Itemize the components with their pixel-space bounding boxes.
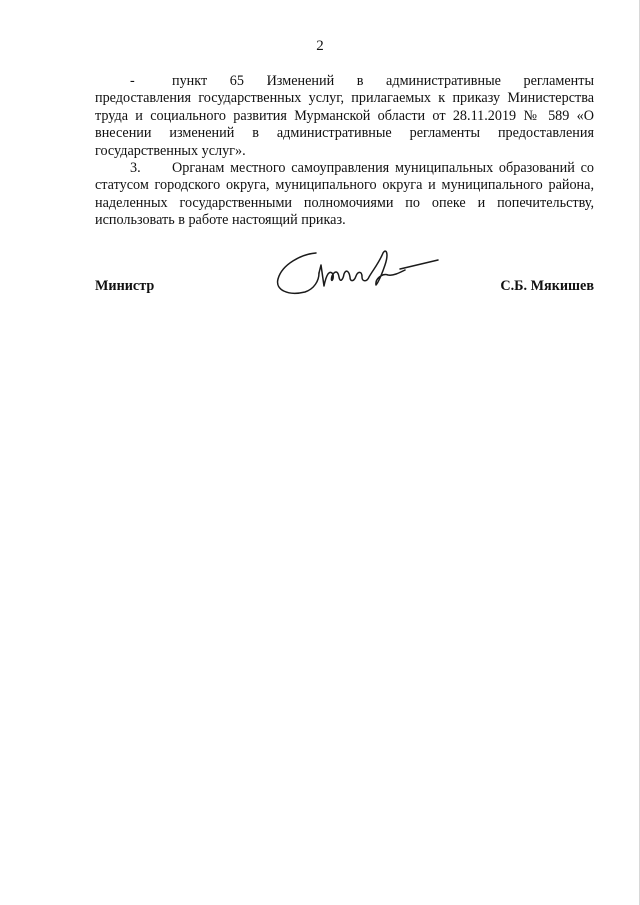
list-marker-3: 3. [130, 160, 141, 177]
signature-block [95, 274, 594, 304]
paragraph-text-dash: пункт 65 Изменений в административные регламенты предоставления государственных услуг, прилагаемых к приказу Министерства труда и социального развития Мурманской области от 28.11.2019 № 589 «О внесении изменений в административные регламенты предоставления государственных услуг». [95, 73, 594, 159]
list-marker-dash: - [130, 73, 135, 89]
paragraph-item-3 [95, 160, 594, 230]
signatory-name: С.Б. Мякишев [500, 278, 594, 294]
signature-tail-stroke [400, 260, 438, 269]
signatory-title: Министр [95, 278, 155, 294]
page-number: 2 [316, 38, 324, 54]
document-body [95, 73, 594, 230]
paragraph-text-3: Органам местного самоуправления муниципальных образований со статусом городского округа, муниципального округа и муниципального района, наделенных государственными полномочиями по опеке и попечительству, использовать в работе настоящий приказ. [95, 160, 594, 229]
paragraph-item-dash [95, 73, 594, 160]
